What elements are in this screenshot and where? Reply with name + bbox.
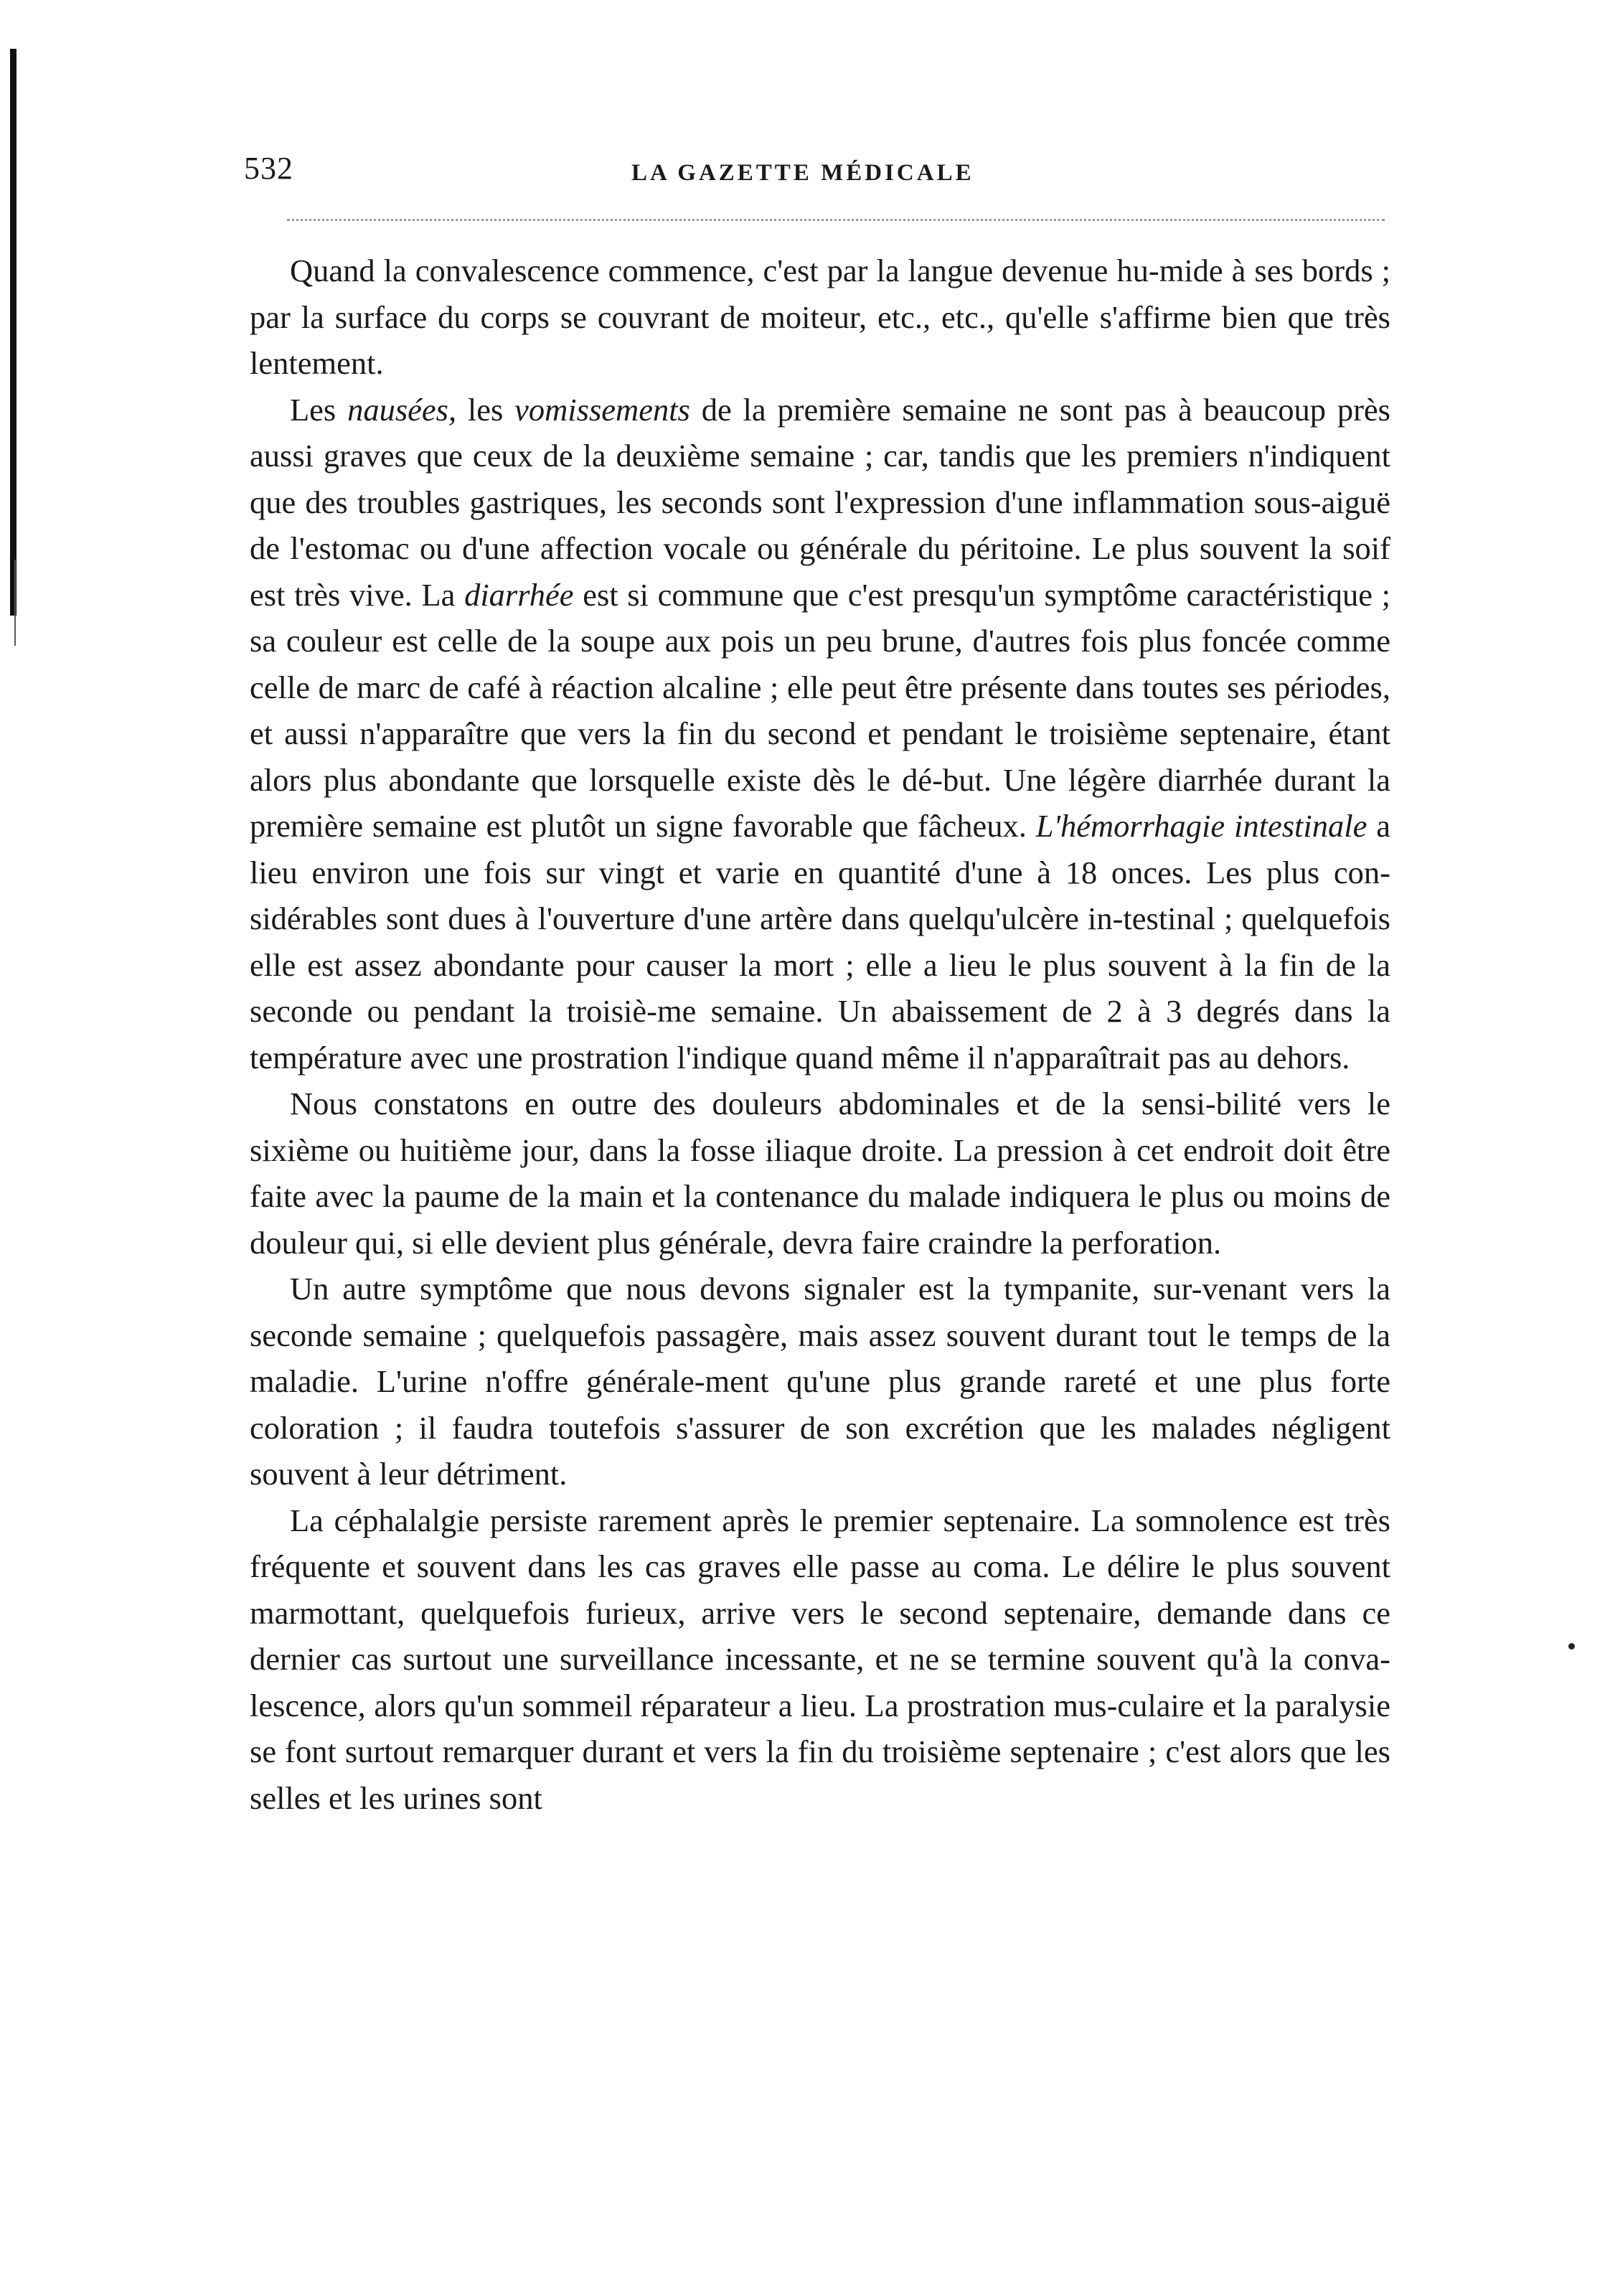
text-run: Les <box>290 391 348 428</box>
header-divider <box>287 219 1385 221</box>
running-title: LA GAZETTE MÉDICALE <box>631 160 974 186</box>
italic-term-nausees: nausées, <box>347 391 457 428</box>
body-text <box>250 248 1390 1821</box>
margin-speck <box>1568 1643 1575 1650</box>
italic-term-diarrhee: diarrhée <box>464 576 574 613</box>
paragraph-cephalalgie: La céphalalgie persiste rarement après le premier septenaire. La somnolence est très fréquente et souvent dans les cas graves elle passe au coma. Le délire le plus souvent marmottant, quelquefois furieux, arrive vers le second septenaire, demande dans ce dernier cas surtout une surveillance incessante, et ne se termine souvent qu'à la conva-lescence, alors qu'un sommeil réparateur a lieu. La prostration mus-culaire et la paralysie se font surtout remarquer durant et vers la fin du troisième septenaire ; c'est alors que les selles et les urines sont <box>250 1502 1390 1816</box>
page-number: 532 <box>244 151 293 186</box>
paragraph-douleurs: Nous constatons en outre des douleurs abdominales et de la sensi-bilité vers le sixième ou huitième jour, dans la fosse iliaque droite. La pression à cet endroit doit être faite avec la paume de la main et la contenance du malade indiquera le plus ou moins de douleur qui, si elle devient plus générale, devra faire craindre la perforation. <box>250 1086 1390 1261</box>
italic-term-vomissements: vomissements <box>514 391 690 428</box>
italic-term-hemorrhagie: L'hémorrhagie intestinale <box>1035 808 1367 844</box>
binding-edge-mark <box>10 49 17 616</box>
paragraph-nausees-diarrhee <box>250 387 1390 1081</box>
paragraph-tympanite: Un autre symptôme que nous devons signaler est la tympanite, sur-venant vers la seconde semaine ; quelquefois passagère, mais assez souvent durant tout le temps de la maladie. L'urine n'offre générale-ment qu'une plus grande rareté et une plus forte coloration ; il faudra toutefois s'assurer de son excrétion que les malades négligent souvent à leur détriment. <box>250 1271 1390 1492</box>
text-run: est si commune que c'est presqu'un symptôme caractéristique ; sa couleur est celle de la soupe aux pois un peu brune, d'autres fois plus foncée comme celle de marc de café à réaction alcaline ; elle peut être présente dans toutes ses périodes, et aussi n'apparaître que vers la fin du second et pendant le troisième septenaire, étant alors plus abondante que lorsquelle existe dès le dé-but. Une légère diarrhée durant la première semaine est plutôt un signe favorable que fâcheux. <box>250 576 1390 844</box>
page-header <box>244 147 1385 190</box>
text-run: a lieu environ une fois sur vingt et varie en quantité d'une à 18 onces. Les plus con-sidérables sont dues à l'ouverture d'une artère dans quelqu'ulcère in-testinal ; quelquefois elle est assez abondante pour causer la mort ; elle a lieu le plus souvent à la fin de la seconde ou pendant la troisiè-me semaine. Un abaissement de 2 à 3 degrés dans la température avec une prostration l'indique quand même il n'apparaîtrait pas au dehors. <box>250 808 1390 1076</box>
text-run: les <box>456 391 515 428</box>
binding-edge-mark-thin <box>14 560 16 646</box>
text-run: de la première semaine ne sont pas à beaucoup près aussi graves que ceux de la deuxième semaine ; car, tandis que les premiers n'indiquent que des troubles gastriques, les seconds sont l'expression d'une inflammation sous-aiguë de l'estomac ou d'une affection vocale ou générale du péritoine. Le plus souvent la soif est très vive. La <box>250 391 1390 613</box>
paragraph-convalescence: Quand la convalescence commence, c'est par la langue devenue hu-mide à ses bords ; par la surface du corps se couvrant de moiteur, etc., etc., qu'elle s'affirme bien que très lentement. <box>250 253 1390 381</box>
